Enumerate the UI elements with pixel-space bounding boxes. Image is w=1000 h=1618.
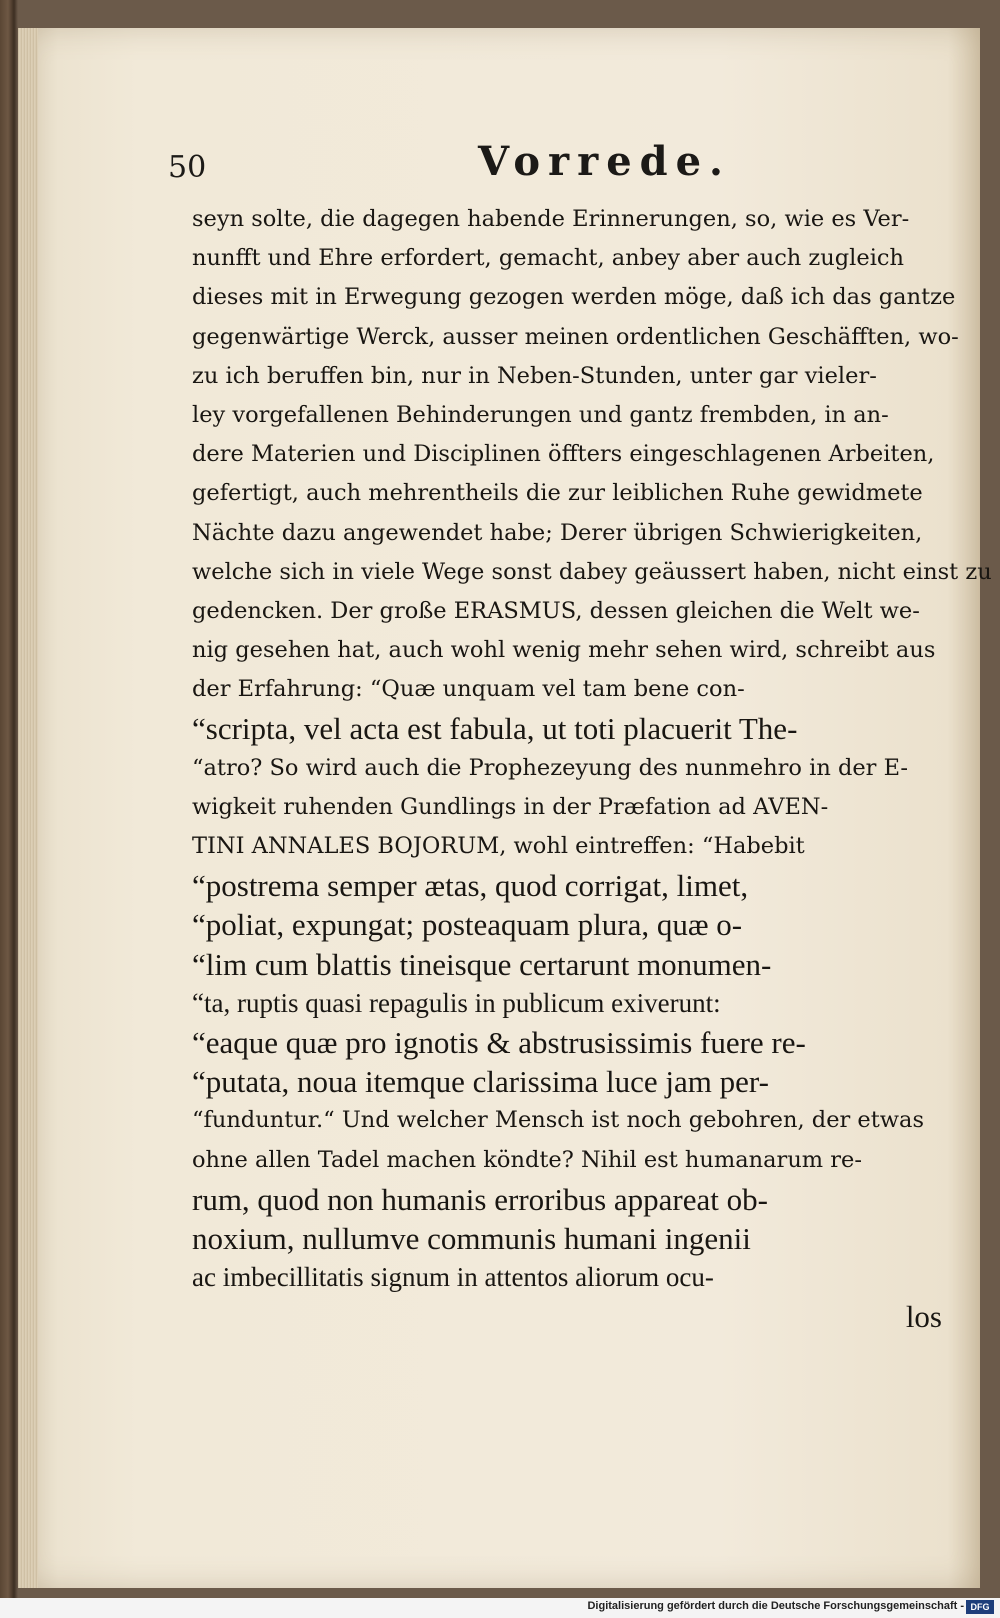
text-line: der Erfahrung: “Quæ unquam vel tam bene con-: [192, 676, 745, 703]
body-text: [192, 200, 992, 1336]
running-title: Vorrede.: [478, 138, 731, 185]
text-line: noxium, nullumve communis humani ingenii: [192, 1220, 751, 1256]
text-line: “poliat, expungat; posteaquam plura, quæ o-: [192, 907, 743, 943]
text-line: wigkeit ruhenden Gundlings in der Præfation ad AVEN-: [192, 793, 829, 820]
text-line: ley vorgefallenen Behinderungen und gantz frembden, in an-: [192, 401, 889, 428]
text-line: “putata, noua itemque clarissima luce jam per-: [192, 1064, 769, 1100]
text-line: TINI ANNALES BOJORUM, wohl eintreffen: “Habebit: [192, 833, 805, 859]
text-line: “atro? So wird auch die Prophezeyung des nunmehro in der E-: [192, 754, 909, 781]
text-line: los: [905, 1299, 942, 1335]
text-line: gefertigt, auch mehrentheils die zur leiblichen Ruhe gewidmete: [192, 480, 923, 507]
text-line: “scripta, vel acta est fabula, ut toti placuerit The-: [192, 711, 798, 747]
text-line: “eaque quæ pro ignotis & abstrusissimis fuere re-: [192, 1024, 806, 1060]
text-line: Nächte dazu angewendet habe; Derer übrigen Schwierigkeiten,: [192, 519, 923, 546]
text-line: nunfft und Ehre erfordert, gemacht, anbey aber auch zugleich: [192, 245, 904, 272]
text-line: “postrema semper ætas, quod corrigat, limet,: [192, 868, 749, 904]
funding-notice: Digitalisierung gefördert durch die Deutsche Forschungsgemeinschaft -: [587, 1600, 964, 1612]
text-line: seyn solte, die dagegen habende Erinnerungen, so, wie es Ver-: [192, 206, 910, 232]
text-line: nig gesehen hat, auch wohl wenig mehr sehen wird, schreibt aus: [192, 637, 936, 664]
text-line: welche sich in viele Wege sonst dabey geäussert haben, nicht einst zu: [192, 558, 992, 585]
text-line: “ta, ruptis quasi repagulis in publicum exiverunt:: [192, 987, 721, 1018]
text-line: ac imbecillitatis signum in attentos aliorum ocu-: [192, 1262, 714, 1293]
text-line: “funduntur.“ Und welcher Mensch ist noch gebohren, der etwas: [192, 1107, 924, 1134]
text-line: ohne allen Tadel machen köndte? Nihil est humanarum re-: [192, 1146, 862, 1173]
text-line: rum, quod non humanis erroribus appareat ob-: [192, 1181, 768, 1217]
text-line: “lim cum blattis tineisque certarunt monumen-: [192, 946, 772, 982]
text-line: zu ich beruffen bin, nur in Neben-Stunden, unter gar vieler-: [192, 362, 877, 389]
page-edge: [18, 28, 38, 1588]
text-line: gegenwärtige Werck, ausser meinen ordentlichen Geschäfften, wo-: [192, 323, 959, 350]
page-header: [168, 138, 948, 198]
dfg-logo: DFG: [966, 1600, 994, 1614]
page-number: 50: [168, 150, 207, 185]
text-line: dere Materien und Disciplinen öffters eingeschlagenen Arbeiten,: [192, 441, 935, 468]
text-line: dieses mit in Erwegung gezogen werden möge, daß ich das gantze: [192, 284, 956, 311]
text-line: gedencken. Der große ERASMUS, dessen gleichen die Welt we-: [192, 597, 920, 624]
